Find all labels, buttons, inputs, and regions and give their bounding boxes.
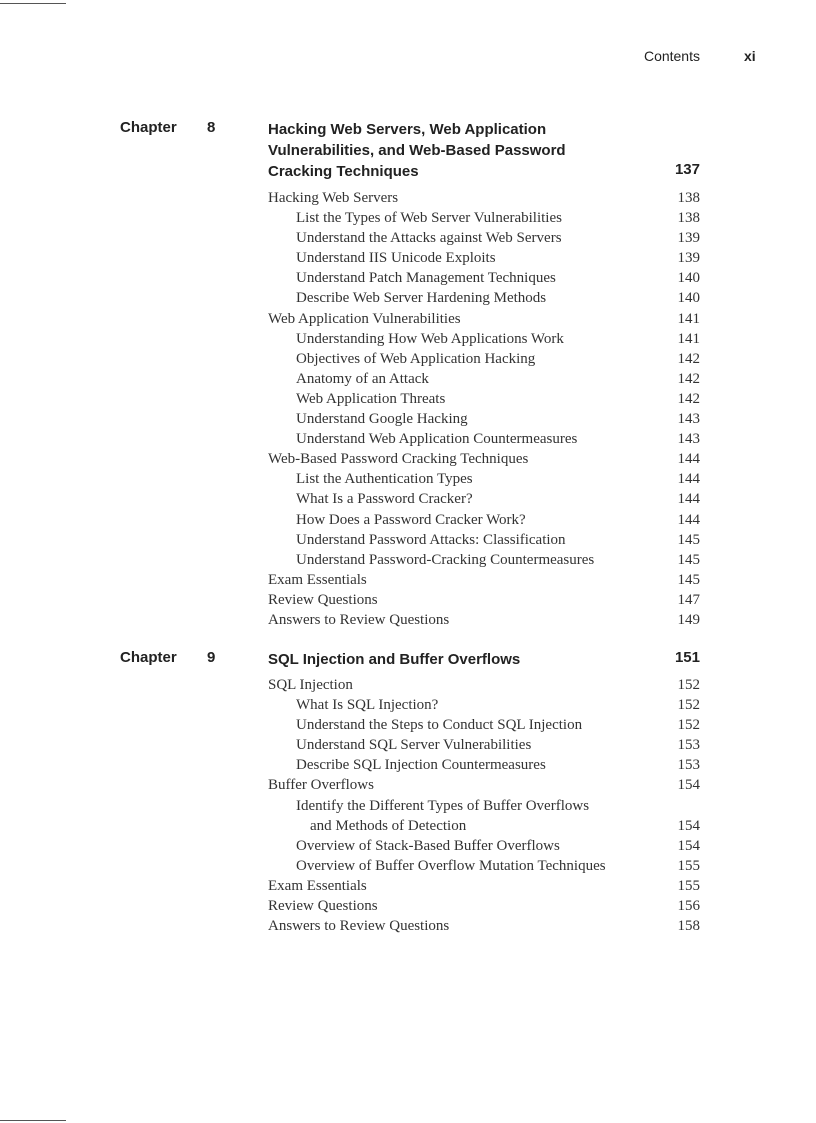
toc-entry-page: 144 xyxy=(677,451,700,468)
toc-entry xyxy=(268,755,700,775)
toc-entry-text: Answers to Review Questions xyxy=(268,611,450,628)
toc-entry xyxy=(268,349,700,369)
toc-entry-page: 140 xyxy=(677,290,700,307)
toc-entry xyxy=(268,288,700,308)
toc-entry-text: What Is SQL Injection? xyxy=(296,697,439,714)
toc-entry-text: How Does a Password Cracker Work? xyxy=(296,511,526,528)
toc-entry-page: 156 xyxy=(677,898,700,915)
toc-entry-page: 139 xyxy=(677,250,700,267)
toc-entry-page: 144 xyxy=(677,471,700,488)
toc-entry xyxy=(268,816,700,836)
toc-entry xyxy=(268,876,700,896)
chapter-page: 151 xyxy=(674,649,700,666)
toc-entry-text: Understand Google Hacking xyxy=(296,411,468,428)
toc-entry xyxy=(268,369,700,389)
chapter-9-entries xyxy=(268,675,700,936)
toc-entry-page: 144 xyxy=(677,491,700,508)
toc-entry xyxy=(268,248,700,268)
toc-entry xyxy=(268,675,700,695)
toc-entry-text: Understand Web Application Countermeasures xyxy=(296,431,578,448)
toc-entry-text: Answers to Review Questions xyxy=(268,918,450,935)
toc-entry-page: 140 xyxy=(677,270,700,287)
toc-entry xyxy=(268,775,700,795)
toc-entry-text: and Methods of Detection xyxy=(310,817,467,834)
toc-entry-text: Overview of Buffer Overflow Mutation Techniques xyxy=(296,857,606,874)
crop-mark-bottom-left xyxy=(0,1120,66,1121)
running-header xyxy=(643,48,756,64)
toc-entry-text: Identify the Different Types of Buffer Overflows xyxy=(296,797,590,814)
toc-entry xyxy=(268,836,700,856)
toc-entry-page: 138 xyxy=(677,190,700,206)
toc-entry-text: Web-Based Password Cracking Techniques xyxy=(268,451,529,468)
toc-entry-page: 145 xyxy=(677,551,700,568)
toc-entry xyxy=(268,735,700,755)
toc-entry xyxy=(268,449,700,469)
toc-entry-page: 152 xyxy=(677,697,700,714)
toc-entry xyxy=(268,389,700,409)
chapter-page: 137 xyxy=(674,161,700,178)
toc-entry-page: 138 xyxy=(677,210,700,227)
toc-entry-text: SQL Injection xyxy=(268,677,353,693)
toc-entry-page: 153 xyxy=(677,737,700,754)
toc-entry-text: Describe SQL Injection Countermeasures xyxy=(296,757,546,774)
toc-entry-text: Anatomy of an Attack xyxy=(296,370,429,387)
toc-entry xyxy=(268,796,700,816)
toc-entry-page: 144 xyxy=(677,511,700,528)
toc-entry-text: Understand Password-Cracking Countermeasures xyxy=(296,551,595,568)
toc-entry-text: Objectives of Web Application Hacking xyxy=(296,350,536,367)
chapter-title: SQL Injection and Buffer Overflows xyxy=(268,651,521,668)
toc-entry-text: Review Questions xyxy=(268,898,378,915)
toc-entry-page: 139 xyxy=(677,230,700,247)
toc-entry-text: Understand SQL Server Vulnerabilities xyxy=(296,737,532,754)
toc-entry-text: Understand Patch Management Techniques xyxy=(296,270,556,287)
chapter-label: Chapter xyxy=(120,119,177,136)
toc-entry xyxy=(268,896,700,916)
toc-entry-page: 155 xyxy=(677,857,700,874)
toc-entry-page: 158 xyxy=(677,918,700,935)
chapter-number: 8 xyxy=(207,119,216,136)
toc-entry-page: 142 xyxy=(677,370,700,387)
toc-entry xyxy=(268,228,700,248)
toc-entry-text: Understand Password Attacks: Classification xyxy=(296,531,566,548)
toc-entry-page: 143 xyxy=(677,431,700,448)
crop-mark-top-left xyxy=(0,3,66,4)
toc-entry xyxy=(268,329,700,349)
toc-entry-page: 147 xyxy=(677,591,700,608)
toc-entry-page: 143 xyxy=(677,411,700,428)
toc-entry-text: What Is a Password Cracker? xyxy=(296,491,473,508)
toc-entry-page: 145 xyxy=(677,531,700,548)
toc-entry xyxy=(268,530,700,550)
toc-entry xyxy=(268,469,700,489)
toc-entry xyxy=(268,510,700,530)
toc-entry xyxy=(268,856,700,876)
toc-entry-page: 141 xyxy=(677,310,700,327)
toc-entry xyxy=(268,570,700,590)
toc-entry-page: 154 xyxy=(677,837,700,854)
running-header-page-number: xi xyxy=(743,48,756,64)
chapter-label: Chapter xyxy=(120,649,177,666)
toc-entry-page: 141 xyxy=(677,330,700,347)
toc-entry-text: Buffer Overflows xyxy=(268,777,374,794)
toc-entry xyxy=(268,715,700,735)
toc-entry xyxy=(268,916,700,936)
toc-entry-page: 152 xyxy=(677,717,700,734)
toc-entry xyxy=(268,309,700,329)
toc-entry-page: 154 xyxy=(677,777,700,794)
toc-entry xyxy=(268,268,700,288)
toc-entry-page: 154 xyxy=(677,817,700,834)
toc-entry-page: 142 xyxy=(677,390,700,407)
toc-entry-text: Understand the Steps to Conduct SQL Injection xyxy=(296,717,583,734)
toc-entry-page: 149 xyxy=(677,611,700,628)
toc-entry-page: 142 xyxy=(677,350,700,367)
toc-entry xyxy=(268,550,700,570)
toc-entry-text: Understanding How Web Applications Work xyxy=(296,330,564,347)
toc-entry-text: Describe Web Server Hardening Methods xyxy=(296,290,547,307)
running-header-title: Contents xyxy=(643,48,700,64)
toc-entry xyxy=(268,208,700,228)
toc-entry-page: 145 xyxy=(677,571,700,588)
toc-entry xyxy=(268,610,700,630)
chapter-8-entries xyxy=(268,188,700,630)
toc-entry-text: Understand IIS Unicode Exploits xyxy=(296,250,496,267)
toc-entry xyxy=(268,590,700,610)
toc-entry xyxy=(268,188,700,208)
toc-entry xyxy=(268,489,700,509)
toc-entry-text: Hacking Web Servers xyxy=(268,190,399,206)
toc-entry-page: 152 xyxy=(677,677,700,693)
chapter-number: 9 xyxy=(207,649,216,666)
toc-entry xyxy=(268,695,700,715)
toc-entry-text: Overview of Stack-Based Buffer Overflows xyxy=(296,837,560,854)
toc-entry-text: List the Types of Web Server Vulnerabilities xyxy=(296,210,562,227)
toc-entry-page: 155 xyxy=(677,877,700,894)
chapter-title: Hacking Web Servers, Web Application Vulnerabilities, and Web-Based Password Cracking Techniques xyxy=(268,121,566,180)
toc-entry-text: Web Application Vulnerabilities xyxy=(268,310,461,327)
toc-entry-text: Exam Essentials xyxy=(268,571,367,588)
toc-entry-text: Exam Essentials xyxy=(268,877,367,894)
toc-entry xyxy=(268,429,700,449)
toc-entry-text: List the Authentication Types xyxy=(296,471,473,488)
toc-entry-text: Review Questions xyxy=(268,591,378,608)
toc-entry-text: Understand the Attacks against Web Servers xyxy=(296,230,562,247)
toc-entry-text: Web Application Threats xyxy=(296,390,446,407)
toc-entry xyxy=(268,409,700,429)
toc-entry-page: 153 xyxy=(677,757,700,774)
